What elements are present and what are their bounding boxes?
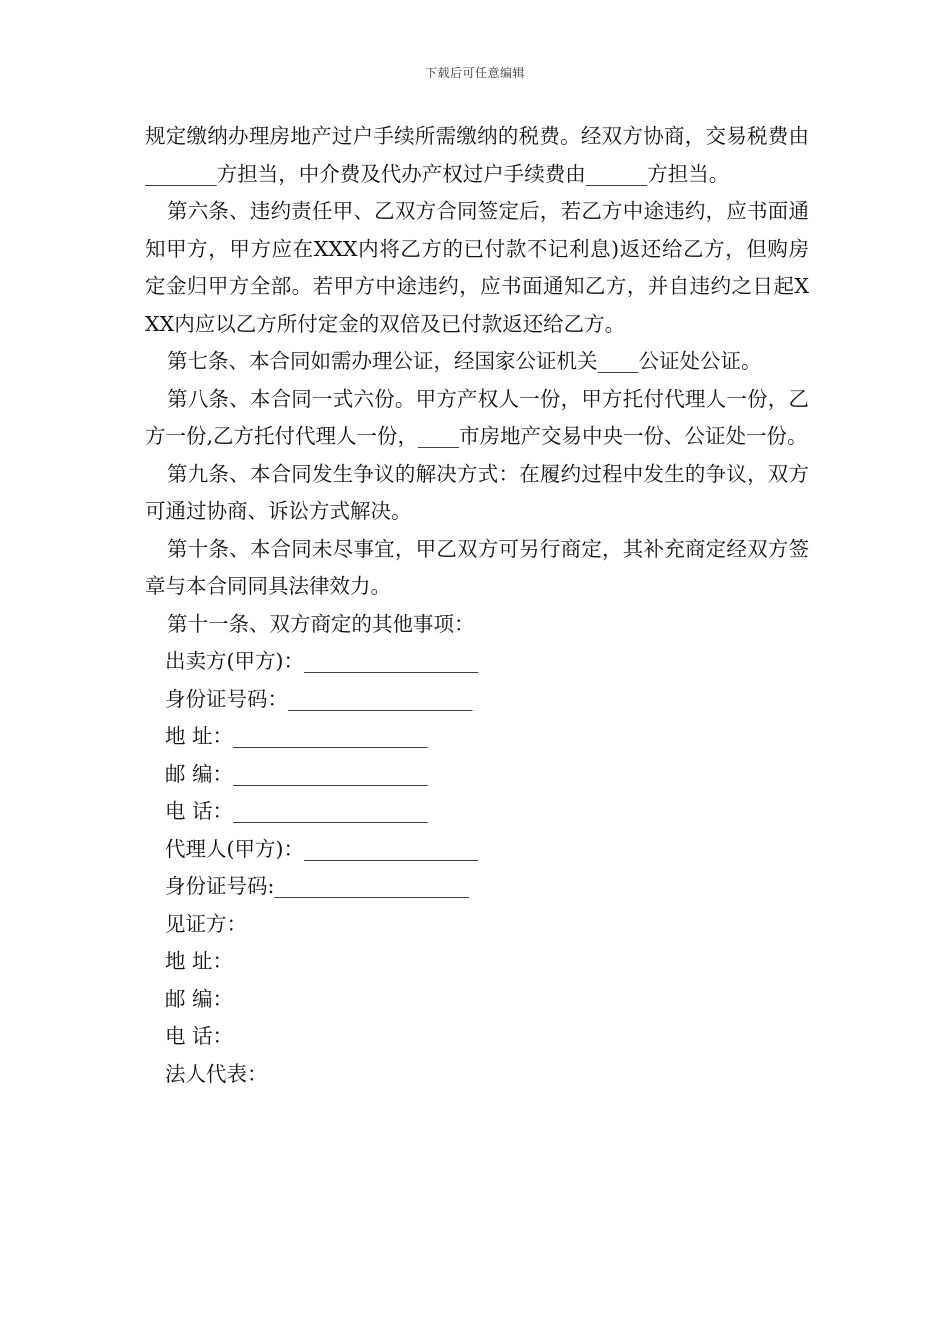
seller-address-field: 地 址：___________________ [165,724,428,748]
witness-phone-field: 电 话： [165,1024,234,1048]
paragraph-tax-fees: 规定缴纳办理房地产过户手续所需缴纳的税费。经双方协商，交易税费由_______方担当，中介费及代办产权过户手续费由______方担当。 [145,124,809,186]
page-header-note: 下载后可任意编辑 [424,66,525,80]
paragraph-article-6-breach: 第六条、违约责任甲、乙双方合同签定后，若乙方中途违约，应书面通知甲方，甲方应在XXX内将乙方的已付款不记利息)返还给乙方，但购房定金归甲方全部。若甲方中途违约，应书面通知乙方，并自违约之日起XXX内应以乙方所付定金的双倍及已付款返还给乙方。 [145,199,809,336]
paragraph-article-8-copies: 第八条、本合同一式六份。甲方产权人一份，甲方托付代理人一份，乙方一份,乙方托付代理人一份，____市房地产交易中央一份、公证处一份。 [145,386,809,448]
paragraph-article-9-disputes: 第九条、本合同发生争议的解决方式：在履约过程中发生的争议，双方可通过协商、诉讼方式解决。 [145,461,809,523]
paragraph-article-7-notarization: 第七条、本合同如需办理公证，经国家公证机关____公证处公证。 [167,349,762,373]
paragraph-article-11-other: 第十一条、双方商定的其他事项： [167,611,475,636]
seller-postcode-field: 邮 编：___________________ [165,761,428,786]
agent-field: 代理人(甲方)：_________________ [165,836,479,861]
contract-body [145,118,809,1093]
seller-id-number-field: 身份证号码：__________________ [165,686,473,711]
paragraph-article-10-supplement: 第十条、本合同未尽事宜，甲乙双方可另行商定，其补充商定经双方签章与本合同同具法律效力。 [145,536,809,598]
witness-address-field: 地 址： [165,949,234,973]
witness-postcode-field: 邮 编： [165,986,234,1011]
seller-field: 出卖方(甲方)：_________________ [165,649,479,673]
witness-field: 见证方： [165,911,247,936]
seller-phone-field: 电 话：___________________ [165,799,428,823]
agent-id-number-field: 身份证号码:___________________ [165,874,470,898]
legal-representative-field: 法人代表： [165,1061,268,1086]
